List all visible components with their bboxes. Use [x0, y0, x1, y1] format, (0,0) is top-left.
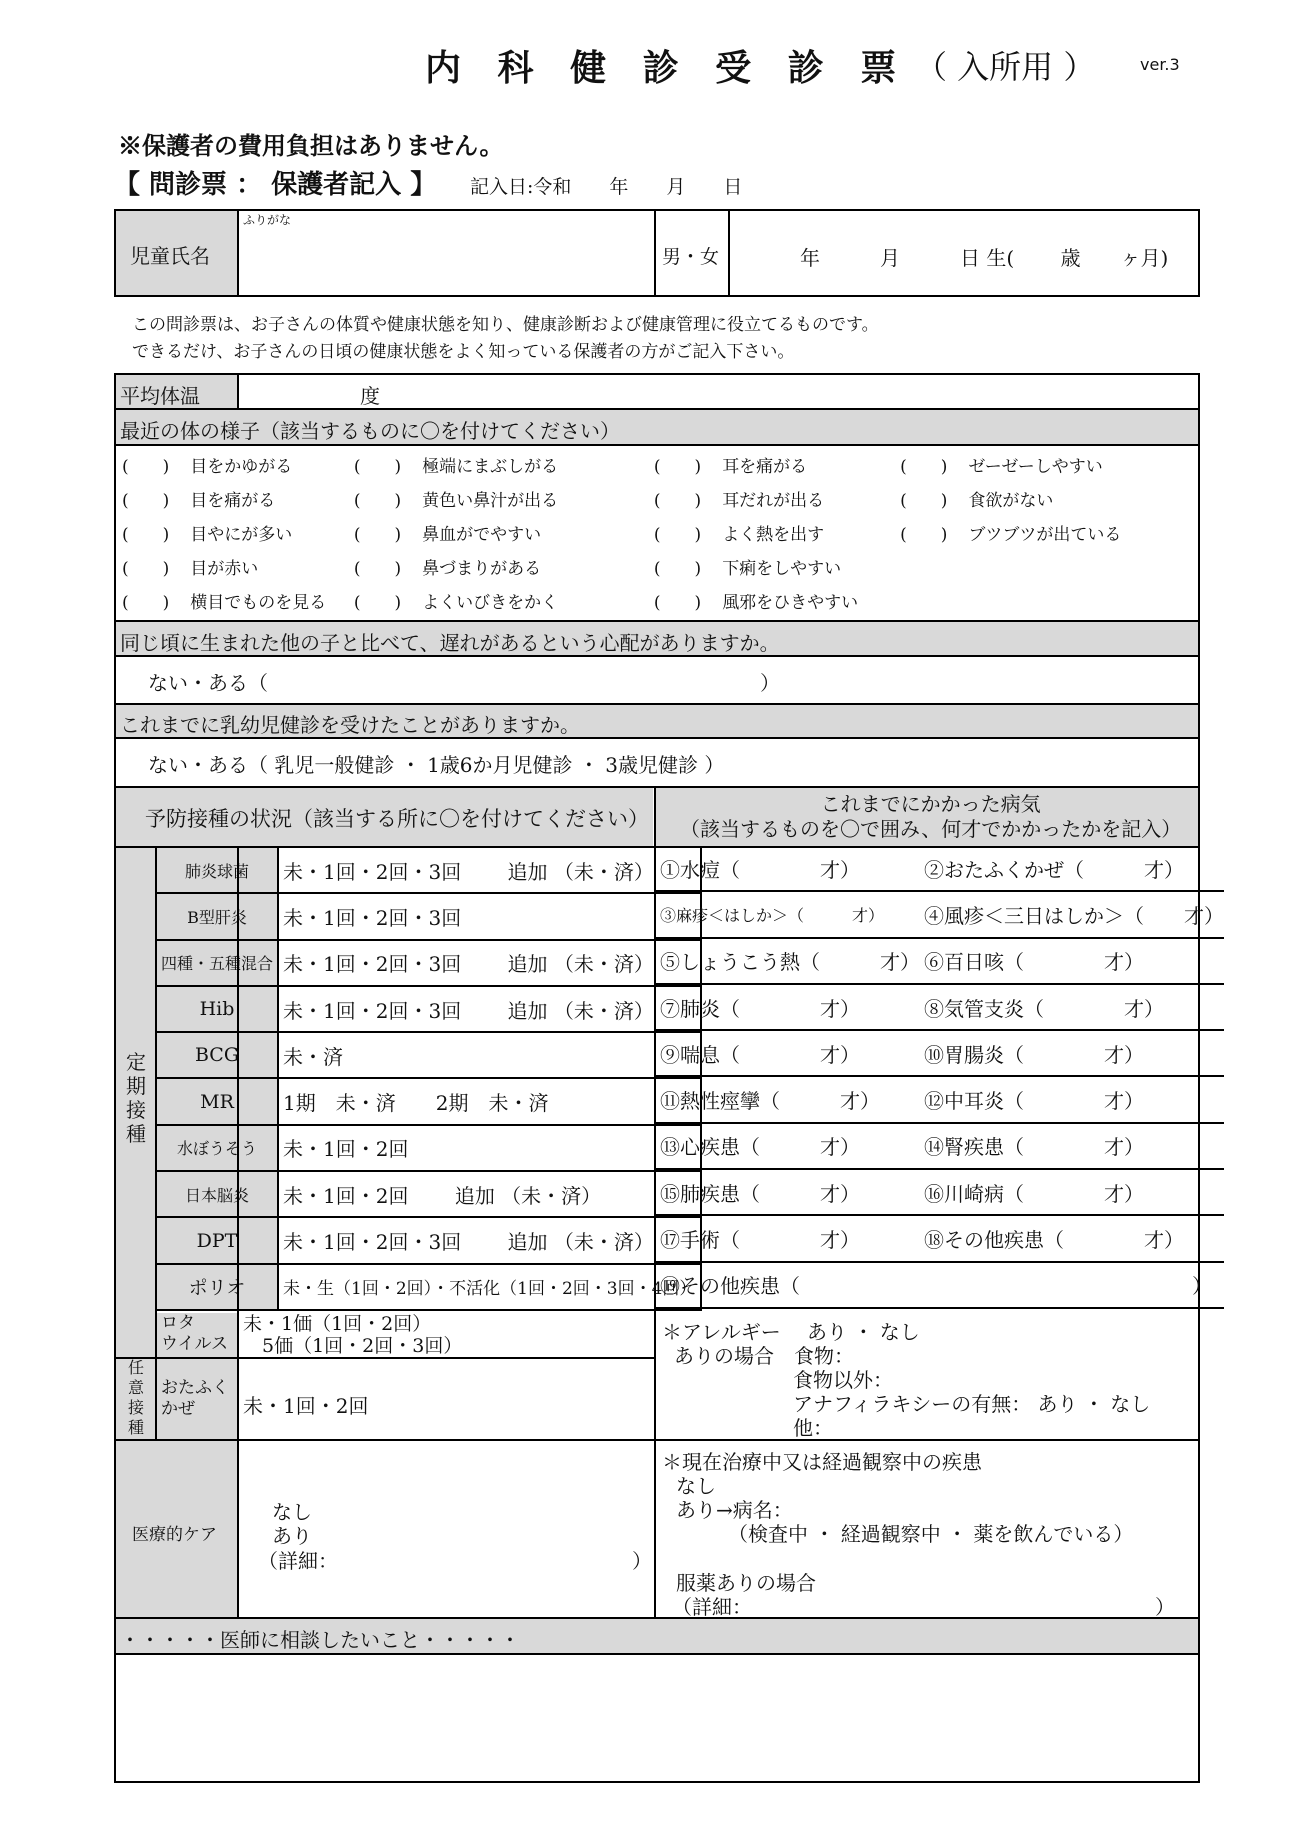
vaccine-status[interactable]: 未・1回・2回 — [278, 1125, 701, 1171]
disease-row — [656, 1169, 1224, 1215]
vaccine-status[interactable]: 未・1回・2回・3回 追加 （未・済） — [278, 1217, 701, 1263]
medical-care-none[interactable]: なし — [272, 1500, 312, 1524]
delay-answer-close: ） — [760, 671, 780, 695]
page-subtitle: （ 入所用 ） — [915, 48, 1096, 86]
disease-row — [656, 1262, 1224, 1308]
symptom-row — [116, 447, 1196, 481]
symptom-label: 下痢をしやすい — [722, 558, 842, 579]
medication-label: 服薬ありの場合 — [676, 1571, 816, 1595]
disease-item[interactable]: ④風疹＜三日はしか＞（ 才） — [920, 891, 1224, 937]
symptom-checkbox[interactable]: ( ) — [653, 524, 702, 545]
symptom-label: ブツブツが出ている — [968, 524, 1122, 545]
symptom-row — [116, 481, 1196, 515]
optional-vaccination-label: 任 意 接 種 — [128, 1358, 145, 1437]
disease-item[interactable]: ⑫中耳炎（ 才） — [920, 1076, 1224, 1122]
disease-item[interactable]: ⑮肺疾患（ 才） — [656, 1169, 920, 1215]
fee-notice: ※保護者の費用負担はありません。 — [118, 131, 504, 160]
vaccine-name: 日本脳炎 — [156, 1171, 278, 1217]
vaccination-heading: 予防接種の状況（該当する所に〇を付けてください） — [145, 807, 649, 831]
medical-care-detail[interactable]: （詳細： — [258, 1549, 338, 1573]
treatment-line-1: ＊現在治療中又は経過観察中の疾患 — [662, 1450, 982, 1474]
symptom-checkbox[interactable]: ( ) — [353, 456, 402, 477]
symptom-label: 横目でものを見る — [190, 592, 327, 613]
allergy-line-5[interactable]: 他： — [793, 1416, 833, 1440]
allergy-line-4[interactable]: アナフィラキシーの有無： あり ・ なし — [793, 1392, 1151, 1416]
vaccine-name: 四種・五種混合 — [156, 940, 278, 986]
disease-item[interactable]: ⑬心疾患（ 才） — [656, 1123, 920, 1169]
vaccine-status[interactable]: 未・1回・2回・3回 追加 （未・済） — [278, 847, 701, 893]
furigana-label: ふりがな — [243, 213, 292, 227]
symptom-checkbox[interactable]: ( ) — [653, 558, 702, 579]
symptoms-heading: 最近の体の様子（該当するものに〇を付けてください） — [120, 419, 620, 443]
vaccine-name: ポリオ — [156, 1264, 278, 1310]
symptom-checkbox[interactable]: ( ) — [900, 490, 948, 511]
temp-unit: 度 — [360, 384, 380, 408]
symptom-checkbox[interactable]: ( ) — [900, 456, 948, 477]
symptom-checkbox[interactable]: ( ) — [353, 524, 402, 545]
symptom-checkbox[interactable]: ( ) — [353, 490, 402, 511]
treatment-none[interactable]: なし — [676, 1474, 716, 1498]
allergy-line-3[interactable]: 食物以外： — [793, 1368, 893, 1392]
allergy-line-1[interactable]: ＊アレルギー あり ・ なし — [662, 1320, 920, 1344]
symptoms-table — [116, 447, 1196, 617]
vaccine-status[interactable]: 未・1回・2回・3回 追加 （未・済） — [278, 940, 701, 986]
symptom-label: よく熱を出す — [722, 524, 825, 545]
disease-item[interactable]: ⑰手術（ 才） — [656, 1215, 920, 1261]
disease-item[interactable]: ⑱その他疾患（ 才） — [920, 1215, 1224, 1261]
symptom-checkbox[interactable]: ( ) — [900, 524, 948, 545]
vaccine-status-rota[interactable]: 未・1価（1回・2回） 5価（1回・2回・3回） — [243, 1313, 463, 1357]
symptom-row — [116, 515, 1196, 549]
disease-item[interactable]: ①水痘（ 才） — [656, 846, 920, 891]
symptom-label: 極端にまぶしがる — [422, 456, 559, 477]
symptom-row — [116, 549, 1196, 583]
disease-row — [656, 846, 1224, 891]
disease-row — [656, 1076, 1224, 1122]
medical-care-close: ） — [632, 1549, 652, 1573]
disease-row — [656, 891, 1224, 937]
checkup-question: これまでに乳幼児健診を受けたことがありますか。 — [120, 713, 580, 737]
disease-item[interactable]: ③麻疹＜はしか＞（ 才） — [656, 891, 920, 937]
intro-line-2: できるだけ、お子さんの日頃の健康状態をよく知っている保護者の方がご記入下さい。 — [132, 342, 795, 362]
disease-item[interactable]: ⑪熱性痙攣（ 才） — [656, 1076, 920, 1122]
medication-detail[interactable]: （詳細： — [672, 1595, 752, 1619]
symptom-checkbox[interactable]: ( ) — [122, 456, 170, 477]
vaccine-name: B型肝炎 — [156, 893, 278, 939]
vaccine-name-rota: ロタ ウイルス — [161, 1313, 228, 1354]
disease-item[interactable]: ⑦肺炎（ 才） — [656, 984, 920, 1030]
disease-row — [656, 938, 1224, 984]
birthdate-field[interactable]: 年 月 日 生( 歳 ヶ月) — [800, 246, 1169, 270]
vaccine-name: BCG — [156, 1032, 278, 1078]
child-name-field[interactable] — [245, 230, 645, 290]
medication-close: ） — [1155, 1595, 1175, 1619]
allergy-line-2[interactable]: ありの場合 食物： — [674, 1344, 854, 1368]
vaccine-status[interactable]: 未・1回・2回・3回 — [278, 893, 701, 939]
disease-item[interactable]: ⑥百日咳（ 才） — [920, 938, 1224, 984]
diseases-heading: これまでにかかった病気 （該当するものを〇で囲み、何才でかかったかを記入） — [680, 792, 1182, 841]
disease-item[interactable]: ⑨喘息（ 才） — [656, 1030, 920, 1076]
vaccine-name: DPT — [156, 1217, 278, 1263]
version-label: ver.3 — [1140, 55, 1180, 74]
section-heading: 【 問診票 ： 保護者記入 】 — [114, 170, 437, 200]
vaccine-status-mumps[interactable]: 未・1回・2回 — [243, 1394, 369, 1418]
delay-answer[interactable]: ない・ある（ — [148, 671, 268, 695]
symptom-label: 黄色い鼻汁が出る — [422, 490, 559, 511]
checkup-answer[interactable]: ない・ある（ 乳児一般健診 ・ 1歳6か月児健診 ・ 3歳児健診 ） — [148, 753, 725, 777]
symptom-checkbox[interactable]: ( ) — [122, 592, 170, 613]
symptom-label: 食欲がない — [968, 490, 1054, 511]
symptom-label: 鼻血がでやすい — [422, 524, 542, 545]
sex-select[interactable]: 男・女 — [662, 246, 720, 268]
symptom-checkbox[interactable]: ( ) — [122, 558, 170, 579]
temp-field[interactable] — [245, 378, 355, 408]
symptom-checkbox[interactable]: ( ) — [353, 558, 402, 579]
vaccine-name: 肺炎球菌 — [156, 847, 278, 893]
symptom-checkbox[interactable]: ( ) — [653, 456, 702, 477]
symptom-label — [962, 583, 1196, 617]
symptom-label: 目やにが多い — [190, 524, 293, 545]
diseases-table — [656, 846, 1224, 1309]
symptom-label: 目をかゆがる — [190, 456, 293, 477]
symptom-label: 風邪をひきやすい — [722, 592, 859, 613]
symptom-label: 鼻づまりがある — [422, 558, 542, 579]
vaccine-name: 水ぼうそう — [156, 1125, 278, 1171]
symptom-label: ゼーゼーしやすい — [968, 456, 1103, 477]
regular-vaccination-label: 定 期 接 種 — [126, 1050, 146, 1146]
symptom-label: 耳を痛がる — [722, 456, 808, 477]
vaccine-name: Hib — [156, 986, 278, 1032]
disease-row — [656, 1030, 1224, 1076]
disease-item[interactable]: ⑭腎疾患（ 才） — [920, 1123, 1224, 1169]
vaccine-status[interactable]: 1期 未・済 2期 未・済 — [278, 1078, 701, 1124]
disease-item[interactable]: ⑤しょうこう熱（ 才） — [656, 938, 920, 984]
symptom-label: 耳だれが出る — [722, 490, 825, 511]
disease-other-close: ） — [1192, 1274, 1212, 1299]
vaccine-name-mumps: おたふく かぜ — [161, 1378, 229, 1419]
vaccine-status[interactable]: 未・1回・2回・3回 追加 （未・済） — [278, 986, 701, 1032]
consult-field[interactable] — [118, 1657, 1196, 1779]
symptom-label: 目を痛がる — [190, 490, 276, 511]
medical-care-yes[interactable]: あり — [272, 1524, 312, 1548]
vaccine-status[interactable]: 未・生（1回・2回）・不活化（1回・2回・3回・4回） — [278, 1264, 701, 1310]
medical-care-label: 医療的ケア — [132, 1525, 217, 1545]
delay-question: 同じ頃に生まれた他の子と比べて、遅れがあるという心配がありますか。 — [120, 631, 780, 655]
symptom-checkbox[interactable]: ( ) — [122, 490, 170, 511]
child-name-label: 児童氏名 — [130, 244, 210, 268]
disease-other[interactable] — [656, 1262, 1224, 1308]
vaccine-name: MR — [156, 1078, 278, 1124]
consult-label: ・・・・・医師に相談したいこと・・・・・ — [120, 1628, 520, 1652]
symptom-label: 目が赤い — [190, 558, 259, 579]
treatment-yes[interactable]: あり→病名： — [676, 1498, 793, 1522]
symptom-label: よくいびきをかく — [422, 592, 559, 613]
disease-item[interactable]: ②おたふくかぜ（ 才） — [920, 846, 1224, 891]
symptom-checkbox[interactable]: ( ) — [353, 592, 402, 613]
disease-other-label: ⑲その他疾患（ — [660, 1274, 800, 1299]
symptom-checkbox[interactable]: ( ) — [653, 490, 702, 511]
treatment-status[interactable]: （検査中 ・ 経過観察中 ・ 薬を飲んでいる） — [728, 1522, 1134, 1546]
vaccine-status[interactable]: 未・1回・2回 追加 （未・済） — [278, 1171, 701, 1217]
vaccine-status[interactable]: 未・済 — [278, 1032, 701, 1078]
disease-row — [656, 984, 1224, 1030]
intro-line-1: この問診票は、お子さんの体質や健康状態を知り、健康診断および健康管理に役立てるものです。 — [132, 315, 879, 335]
symptom-checkbox[interactable]: ( ) — [653, 592, 702, 613]
symptom-checkbox[interactable]: ( ) — [122, 524, 170, 545]
symptom-label — [962, 549, 1196, 583]
symptom-row — [116, 583, 1196, 617]
entry-date: 記入日:令和 年 月 日 — [470, 176, 743, 198]
disease-item[interactable]: ⑩胃腸炎（ 才） — [920, 1030, 1224, 1076]
temp-label: 平均体温 — [120, 384, 200, 408]
disease-row — [656, 1123, 1224, 1169]
page-title: 内 科 健 診 受 診 票 — [425, 48, 909, 89]
disease-item[interactable]: ⑧気管支炎（ 才） — [920, 984, 1224, 1030]
disease-row — [656, 1215, 1224, 1261]
disease-item[interactable]: ⑯川崎病（ 才） — [920, 1169, 1224, 1215]
